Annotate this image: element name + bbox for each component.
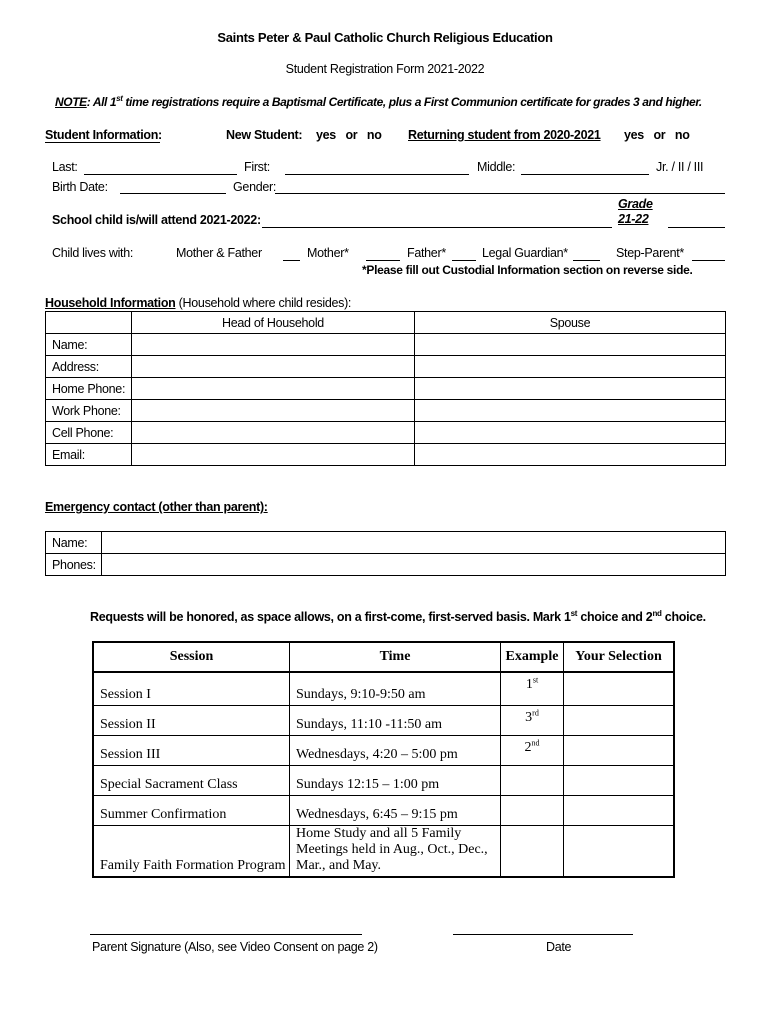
mother-father-blank[interactable] — [283, 260, 300, 261]
session-row — [93, 765, 674, 795]
middle-name-label: Middle: — [477, 160, 516, 174]
head-address-cell[interactable] — [132, 356, 415, 378]
head-email-cell[interactable] — [132, 444, 415, 466]
example-sup: st — [532, 675, 539, 685]
session-example — [501, 765, 564, 795]
spouse-work-phone-cell[interactable] — [415, 400, 726, 422]
grade-label-line1: Grade — [618, 197, 653, 211]
example-number: 2 — [524, 739, 532, 755]
requests-note — [90, 610, 706, 624]
stepparent-label: Step-Parent* — [616, 246, 684, 260]
session-selection-cell[interactable] — [564, 765, 675, 795]
session-selection-cell[interactable] — [564, 795, 675, 825]
session-name: Family Faith Formation Program — [93, 825, 290, 877]
parent-signature-label: Parent Signature (Also, see Video Consent on page 2) — [92, 940, 378, 954]
sessions-table — [92, 641, 675, 878]
household-heading-sub: (Household where child resides): — [175, 296, 352, 310]
mother-father-label: Mother & Father — [176, 246, 262, 260]
lives-with-label: Child lives with: — [52, 246, 134, 260]
session-time: Sundays 12:15 – 1:00 pm — [290, 765, 501, 795]
household-row-label: Cell Phone: — [46, 422, 132, 444]
session-selection-cell[interactable] — [564, 825, 675, 877]
first-name-field[interactable] — [285, 174, 469, 175]
last-name-label: Last: — [52, 160, 78, 174]
spouse-name-cell[interactable] — [415, 334, 726, 356]
custodial-note: *Please fill out Custodial Information section on reverse side. — [362, 263, 693, 277]
session-name: Session I — [93, 672, 290, 705]
first-name-label: First: — [244, 160, 270, 174]
birth-date-field[interactable] — [120, 193, 226, 194]
emergency-row-label: Phones: — [46, 554, 102, 576]
emergency-name-cell[interactable] — [102, 532, 726, 554]
household-heading-title: Household Information — [45, 296, 176, 310]
middle-name-field[interactable] — [521, 174, 649, 175]
household-row-cell-phone — [46, 422, 726, 444]
form-subtitle: Student Registration Form 2021-2022 — [285, 62, 485, 76]
session-time: Wednesdays, 6:45 – 9:15 pm — [290, 795, 501, 825]
school-field[interactable] — [262, 227, 612, 228]
emergency-phones-cell[interactable] — [102, 554, 726, 576]
example-number: 3 — [525, 709, 533, 725]
note-sup: st — [116, 94, 123, 103]
household-row-label: Name: — [46, 334, 132, 356]
grade-label-line2: 21-22 — [618, 212, 649, 226]
spouse-home-phone-cell[interactable] — [415, 378, 726, 400]
new-student-label: New Student: — [226, 128, 303, 142]
household-row-label: Email: — [46, 444, 132, 466]
session-selection-cell[interactable] — [564, 735, 675, 765]
session-name: Summer Confirmation — [93, 795, 290, 825]
session-time: Wednesdays, 4:20 – 5:00 pm — [290, 735, 501, 765]
household-row-email — [46, 444, 726, 466]
returning-student-options[interactable]: yes or no — [624, 128, 690, 142]
household-row-name — [46, 334, 726, 356]
session-row — [93, 825, 674, 877]
stepparent-blank[interactable] — [692, 260, 725, 261]
requests-text-b: choice and 2 — [577, 610, 653, 624]
household-row-home-phone — [46, 378, 726, 400]
household-row-address — [46, 356, 726, 378]
session-row — [93, 672, 674, 705]
date-label: Date — [546, 940, 572, 954]
time-header: Time — [290, 642, 501, 672]
example-number: 1 — [525, 677, 533, 692]
example-sup: nd — [531, 737, 540, 747]
session-name: Special Sacrament Class — [93, 765, 290, 795]
requests-text-a: Requests will be honored, as space allows, on a first-come, first-served basis. Mark 1 — [90, 610, 571, 624]
session-time: Home Study and all 5 Family Meetings held in Aug., Oct., Dec., Mar., and May. — [290, 825, 501, 877]
requests-text-c: choice. — [661, 610, 706, 624]
session-header: Session — [93, 642, 290, 672]
session-time: Sundays, 9:10-9:50 am — [290, 672, 501, 705]
date-line[interactable] — [453, 934, 633, 935]
household-row-label: Work Phone: — [46, 400, 132, 422]
student-info-heading: Student Information: — [45, 128, 162, 142]
session-row — [93, 795, 674, 825]
school-label: School child is/will attend 2021-2022: — [52, 213, 261, 227]
session-example — [501, 672, 564, 705]
guardian-blank[interactable] — [573, 260, 600, 261]
note-line — [55, 95, 702, 109]
head-name-cell[interactable] — [132, 334, 415, 356]
spouse-email-cell[interactable] — [415, 444, 726, 466]
household-corner-cell — [46, 312, 132, 334]
session-selection-cell[interactable] — [564, 705, 675, 735]
new-student-options[interactable]: yes or no — [316, 128, 382, 142]
requests-sup2: nd — [652, 608, 662, 618]
session-name: Session III — [93, 735, 290, 765]
form-title: Saints Peter & Paul Catholic Church Religious Education — [217, 30, 553, 45]
head-work-phone-cell[interactable] — [132, 400, 415, 422]
note-label: NOTE — [55, 95, 87, 109]
student-info-underline — [45, 142, 160, 143]
spouse-cell-phone-cell[interactable] — [415, 422, 726, 444]
selection-header: Your Selection — [564, 642, 675, 672]
birth-date-label: Birth Date: — [52, 180, 108, 194]
guardian-label: Legal Guardian* — [482, 246, 568, 260]
sessions-header-row — [93, 642, 674, 672]
session-selection-cell[interactable] — [564, 672, 675, 705]
household-header-row — [46, 312, 726, 334]
session-example — [501, 705, 564, 735]
session-row — [93, 735, 674, 765]
requests-sup1: st — [570, 608, 578, 618]
session-example — [501, 795, 564, 825]
parent-signature-line[interactable] — [90, 934, 362, 935]
note-text-a: : All 1 — [86, 95, 117, 109]
example-header: Example — [501, 642, 564, 672]
head-home-phone-cell[interactable] — [132, 378, 415, 400]
grade-label — [618, 197, 653, 227]
head-cell-phone-cell[interactable] — [132, 422, 415, 444]
emergency-heading: Emergency contact (other than parent): — [45, 500, 268, 514]
head-of-household-header: Head of Household — [132, 312, 415, 334]
household-row-label: Home Phone: — [46, 378, 132, 400]
household-table — [45, 311, 726, 466]
last-name-field[interactable] — [84, 174, 237, 175]
session-example — [501, 735, 564, 765]
emergency-row-label: Name: — [46, 532, 102, 554]
gender-field[interactable] — [275, 193, 725, 194]
emergency-table — [45, 531, 726, 576]
suffix-options[interactable]: Jr. / II / III — [656, 160, 704, 174]
example-sup: rd — [532, 707, 539, 717]
grade-field[interactable] — [668, 227, 725, 228]
emergency-row-name — [46, 532, 726, 554]
mother-label: Mother* — [307, 246, 349, 260]
returning-student-label: Returning student from 2020-2021 — [408, 128, 601, 142]
note-text-b: time registrations require a Baptismal Certificate, plus a First Communion certificate for grades 3 and higher. — [122, 95, 702, 109]
session-name: Session II — [93, 705, 290, 735]
session-example — [501, 825, 564, 877]
household-row-label: Address: — [46, 356, 132, 378]
father-blank[interactable] — [452, 260, 476, 261]
spouse-header: Spouse — [415, 312, 726, 334]
emergency-row-phones — [46, 554, 726, 576]
session-row — [93, 705, 674, 735]
household-row-work-phone — [46, 400, 726, 422]
mother-blank[interactable] — [366, 260, 400, 261]
session-time: Sundays, 11:10 -11:50 am — [290, 705, 501, 735]
father-label: Father* — [407, 246, 446, 260]
gender-label: Gender: — [233, 180, 277, 194]
household-heading — [45, 296, 351, 310]
spouse-address-cell[interactable] — [415, 356, 726, 378]
